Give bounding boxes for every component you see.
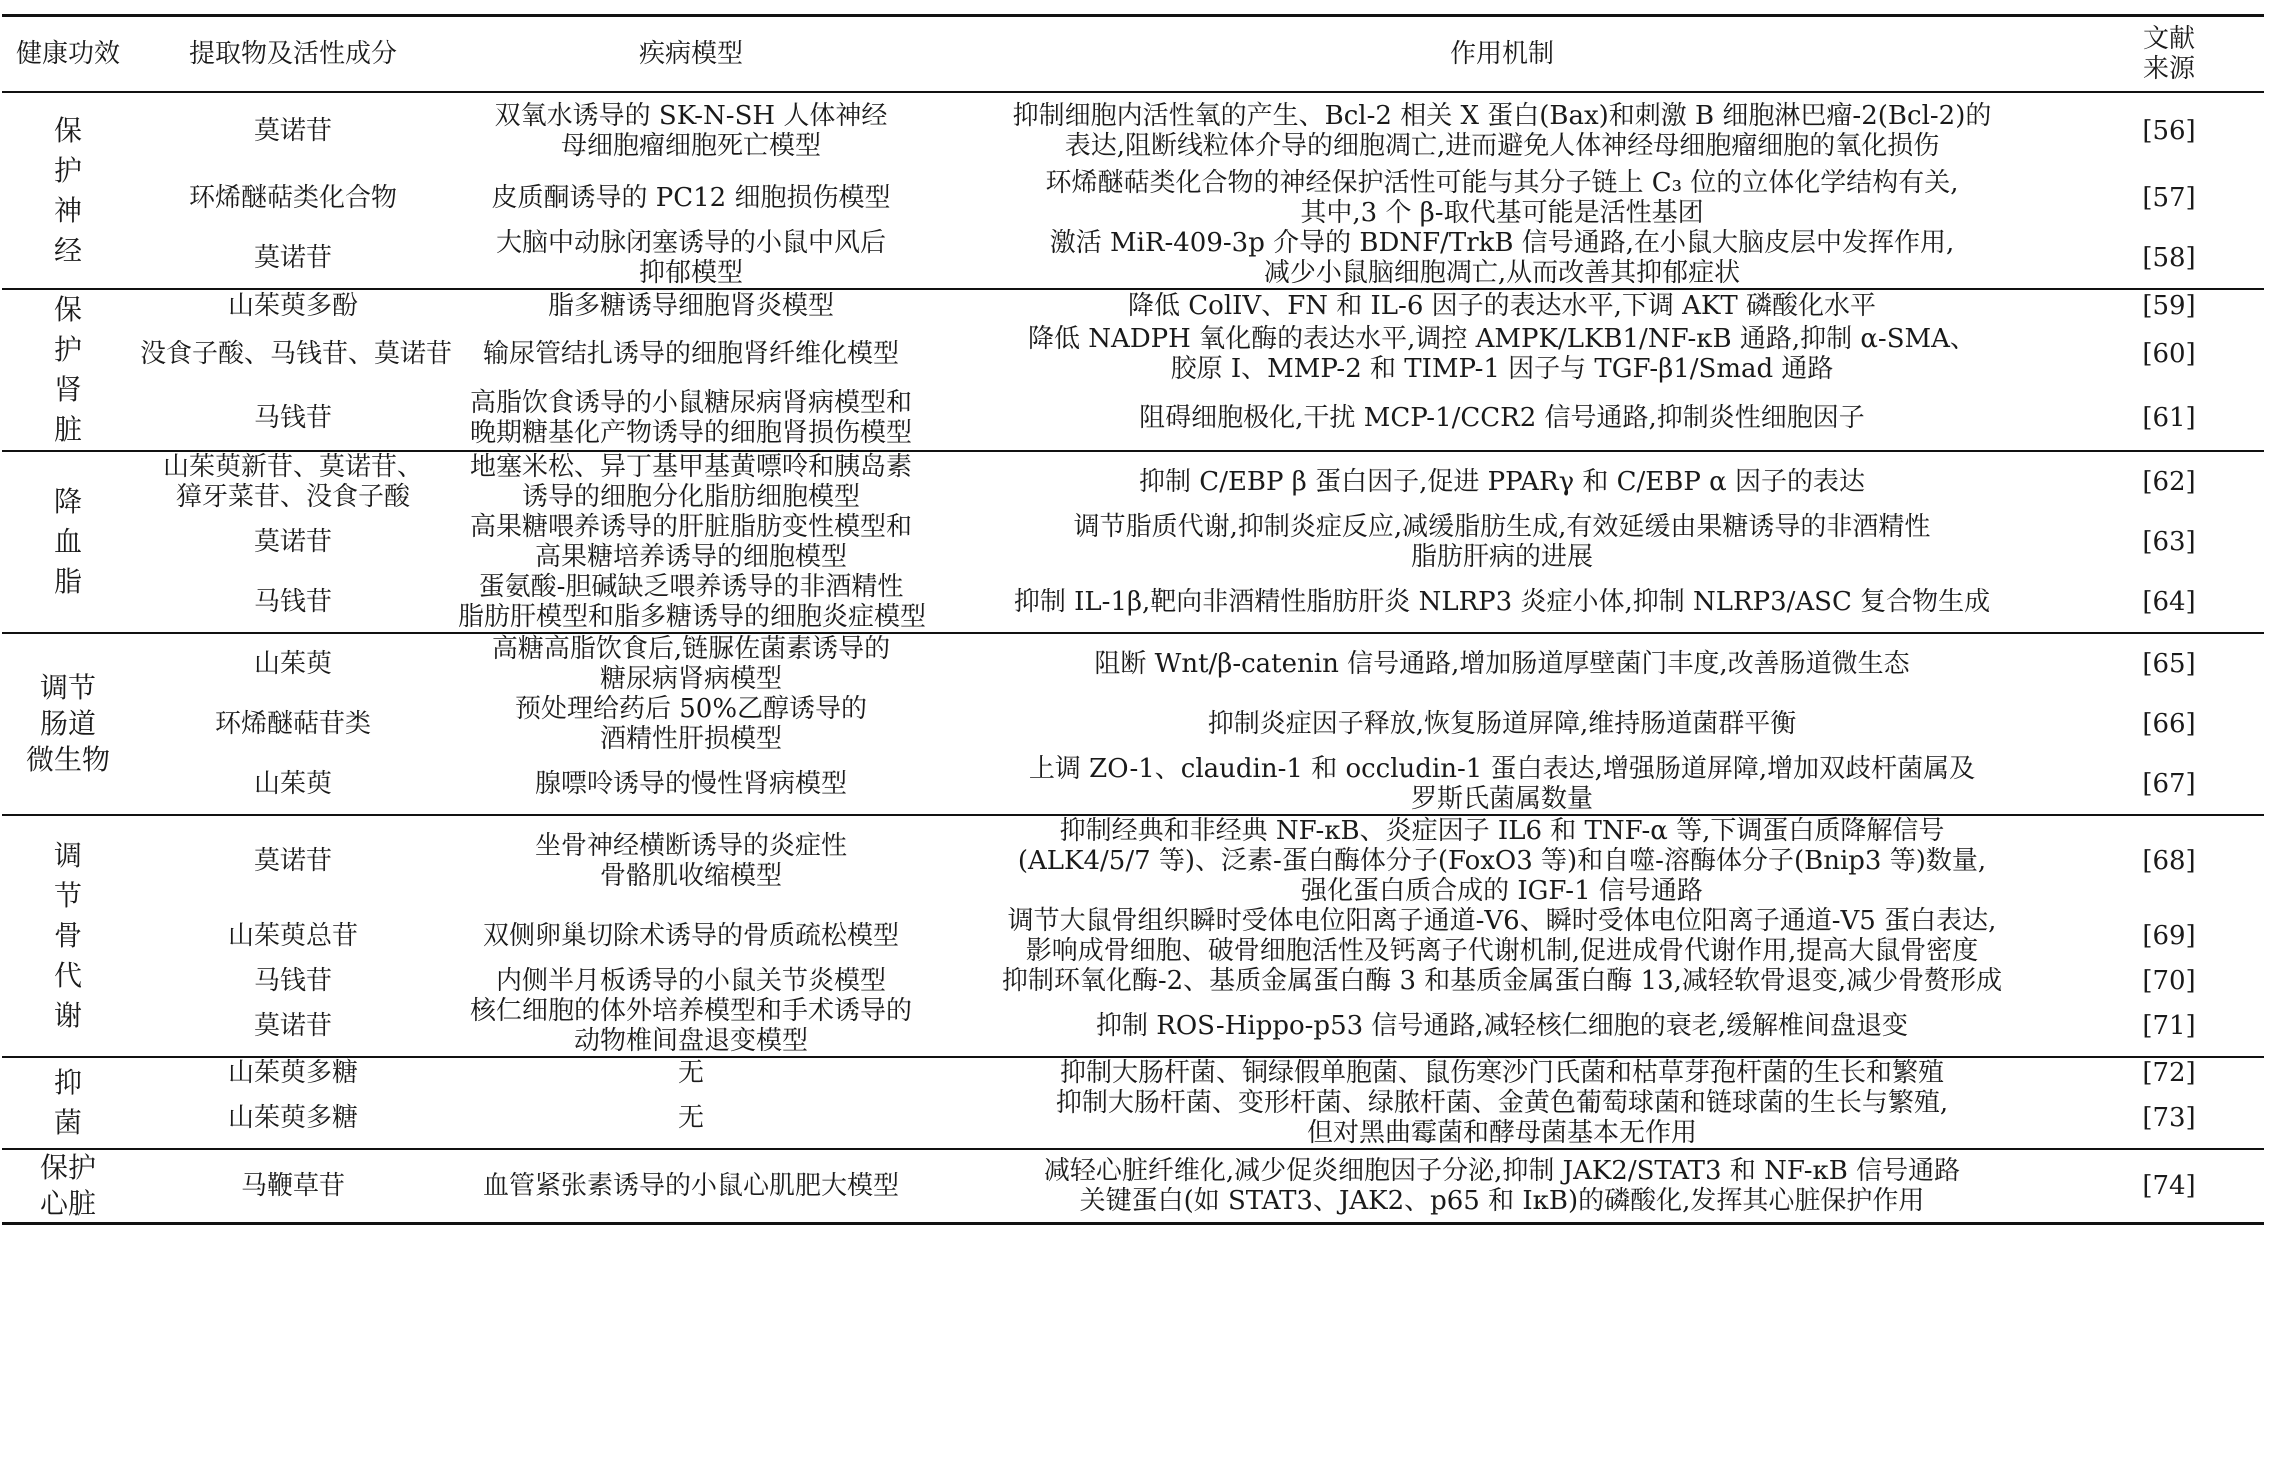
cell-reference: [57]	[2142, 183, 2196, 213]
table-row	[2, 386, 2264, 451]
cell-reference: [69]	[2142, 921, 2196, 951]
cell-reference: [73]	[2142, 1103, 2196, 1133]
disease-model-line: 核仁细胞的体外培养模型和手术诱导的	[469, 996, 912, 1026]
mechanism-line: 其中,3 个 β-取代基可能是活性基团	[1300, 198, 1704, 228]
cell-reference: [56]	[2074, 92, 2264, 168]
health-effect-line: 血	[53, 525, 82, 558]
cell-disease-model	[452, 451, 930, 512]
cell-health-effect	[2, 1149, 134, 1224]
mechanism-line: 激活 MiR-409-3p 介导的 BDNF/TrkB 信号通路,在小鼠大脑皮层中发挥作用,	[1049, 228, 1955, 258]
table-row	[2, 322, 2264, 386]
cell-disease-model	[452, 386, 930, 451]
cell-extract	[134, 815, 452, 906]
cell-extract	[134, 906, 452, 966]
mechanism-line: 罗斯氏菌属数量	[1410, 784, 1593, 814]
cell-reference: [58]	[2142, 243, 2196, 273]
health-effect-line: 护	[53, 333, 82, 366]
cell-reference: [67]	[2142, 769, 2196, 799]
mechanism-line: 影响成骨细胞、破骨细胞活性及钙离子代谢机制,促进成骨代谢作用,提高大鼠骨密度	[1025, 936, 1979, 966]
cell-extract	[134, 754, 452, 815]
mechanism-line: (ALK4/5/7 等)、泛素-蛋白酶体分子(FoxO3 等)和自噬-溶酶体分子(Bnip3 等)数量,	[1017, 846, 1987, 876]
header-reference-line2: 来源	[2142, 54, 2195, 84]
cell-mechanism	[930, 694, 2074, 754]
health-effect-line: 谢	[53, 999, 82, 1032]
cell-mechanism	[930, 451, 2074, 512]
extract-line: 莫诺苷	[253, 846, 332, 876]
header-reference-line1: 文献	[2142, 24, 2195, 54]
cell-disease-model	[452, 168, 930, 228]
health-effect-line: 保护	[39, 1151, 96, 1184]
cell-extract	[134, 1149, 452, 1224]
pharmacology-table	[2, 14, 2264, 1225]
cell-extract	[134, 1088, 452, 1149]
table-header	[2, 16, 2264, 93]
extract-line: 山茱萸	[253, 649, 332, 679]
mechanism-line: 降低 ColIV、FN 和 IL-6 因子的表达水平,下调 AKT 磷酸化水平	[1128, 291, 1876, 322]
disease-model-line: 预处理给药后 50%乙醇诱导的	[514, 694, 868, 724]
cell-reference: [71]	[2142, 1011, 2196, 1041]
health-effect-line: 微生物	[25, 743, 110, 776]
health-effect-line: 保	[53, 293, 82, 326]
cell-mechanism	[930, 322, 2074, 386]
health-effect-line: 菌	[53, 1106, 82, 1139]
cell-disease-model	[452, 289, 930, 322]
mechanism-line: 环烯醚萜类化合物的神经保护活性可能与其分子链上 C₃ 位的立体化学结构有关,	[1045, 168, 1959, 198]
mechanism-line: 表达,阻断线粒体介导的细胞凋亡,进而避免人体神经母细胞瘤细胞的氧化损伤	[1064, 130, 1940, 161]
cell-extract	[134, 289, 452, 322]
cell-disease-model	[452, 694, 930, 754]
header-model: 疾病模型	[452, 16, 930, 93]
extract-line: 獐牙菜苷、没食子酸	[175, 482, 410, 512]
health-effect-line: 脂	[53, 565, 82, 598]
disease-model-line: 高果糖喂养诱导的肝脏脂肪变性模型和	[469, 512, 912, 542]
disease-model-line: 高糖高脂饮食后,链脲佐菌素诱导的	[491, 634, 891, 664]
disease-model-line: 输尿管结扎诱导的细胞肾纤维化模型	[482, 339, 899, 369]
extract-line: 莫诺苷	[253, 243, 332, 273]
cell-disease-model	[452, 512, 930, 572]
mechanism-line: 降低 NADPH 氧化酶的表达水平,调控 AMPK/LKB1/NF-κB 通路,抑制 α-SMA、	[1028, 324, 1976, 354]
mechanism-line: 抑制 IL-1β,靶向非酒精性脂肪肝炎 NLRP3 炎症小体,抑制 NLRP3/ASC 复合物生成	[1013, 587, 1991, 617]
cell-extract	[134, 168, 452, 228]
table-row	[2, 1149, 2264, 1224]
cell-mechanism	[930, 1057, 2074, 1088]
disease-model-line: 高果糖培养诱导的细胞模型	[534, 542, 847, 572]
cell-mechanism	[930, 168, 2074, 228]
table-row	[2, 228, 2264, 289]
disease-model-line: 大脑中动脉闭塞诱导的小鼠中风后	[495, 228, 886, 258]
cell-mechanism	[930, 633, 2074, 694]
health-effect-line: 骨	[53, 919, 82, 952]
health-effect-line: 肾	[53, 373, 82, 406]
table-row	[2, 694, 2264, 754]
extract-line: 马钱苷	[253, 402, 332, 433]
cell-extract	[134, 451, 452, 512]
table-row	[2, 572, 2264, 633]
disease-model-line: 双氧水诱导的 SK-N-SH 人体神经	[494, 100, 888, 131]
cell-reference: [65]	[2074, 633, 2264, 694]
cell-disease-model	[452, 1149, 930, 1224]
health-effect-line: 节	[53, 879, 82, 912]
cell-disease-model	[452, 1057, 930, 1088]
extract-line: 马钱苷	[253, 966, 332, 996]
table-row	[2, 966, 2264, 996]
mechanism-line: 抑制 ROS-Hippo-p53 信号通路,减轻核仁细胞的衰老,缓解椎间盘退变	[1096, 1011, 1908, 1041]
extract-line: 山茱萸	[253, 769, 332, 799]
health-effect-line: 降	[53, 485, 82, 518]
extract-line: 山茱萸多糖	[227, 1058, 358, 1088]
header-extract: 提取物及活性成分	[134, 16, 452, 93]
cell-mechanism	[930, 572, 2074, 633]
table-row	[2, 168, 2264, 228]
header-mechanism: 作用机制	[930, 16, 2074, 93]
mechanism-line: 但对黑曲霉菌和酵母菌基本无作用	[1306, 1118, 1697, 1148]
cell-extract	[134, 1057, 452, 1088]
health-effect-line: 调节	[39, 671, 96, 704]
mechanism-line: 抑制经典和非经典 NF-κB、炎症因子 IL6 和 TNF-α 等,下调蛋白质降解信号	[1059, 816, 1945, 846]
mechanism-line: 抑制环氧化酶-2、基质金属蛋白酶 3 和基质金属蛋白酶 13,减轻软骨退变,减少骨赘形成	[1001, 966, 2003, 996]
table-row	[2, 906, 2264, 966]
disease-model-line: 动物椎间盘退变模型	[573, 1026, 808, 1056]
cell-reference: [59]	[2074, 289, 2264, 322]
mechanism-line: 减轻心脏纤维化,减少促炎细胞因子分泌,抑制 JAK2/STAT3 和 NF-κB 信号通路	[1043, 1156, 1961, 1186]
extract-line: 山茱萸总苷	[227, 921, 358, 951]
cell-extract	[134, 572, 452, 633]
cell-extract	[134, 633, 452, 694]
table-row	[2, 1057, 2264, 1088]
mechanism-line: 抑制大肠杆菌、铜绿假单胞菌、鼠伤寒沙门氏菌和枯草芽孢杆菌的生长和繁殖	[1059, 1058, 1944, 1088]
mechanism-line: 阻碍细胞极化,干扰 MCP-1/CCR2 信号通路,抑制炎性细胞因子	[1139, 402, 1865, 433]
extract-line: 没食子酸、马钱苷、莫诺苷	[140, 339, 452, 369]
header-reference	[2074, 16, 2264, 93]
cell-disease-model	[452, 228, 930, 289]
cell-disease-model	[452, 996, 930, 1057]
cell-extract	[134, 966, 452, 996]
cell-reference: [64]	[2142, 587, 2196, 617]
disease-model-line: 抑郁模型	[638, 258, 743, 288]
cell-extract	[134, 996, 452, 1057]
table-row	[2, 512, 2264, 572]
cell-disease-model	[452, 1088, 930, 1149]
disease-model-line: 坐骨神经横断诱导的炎症性	[534, 831, 847, 861]
disease-model-line: 母细胞瘤细胞死亡模型	[560, 130, 821, 161]
extract-line: 马钱苷	[253, 587, 332, 617]
mechanism-line: 阻断 Wnt/β-catenin 信号通路,增加肠道厚壁菌门丰度,改善肠道微生态	[1094, 649, 1910, 679]
cell-mechanism	[930, 1088, 2074, 1149]
health-effect-line: 心脏	[39, 1187, 96, 1220]
disease-model-line: 蛋氨酸-胆碱缺乏喂养诱导的非酒精性	[478, 572, 904, 602]
extract-line: 莫诺苷	[253, 115, 332, 146]
cell-extract	[134, 386, 452, 451]
disease-model-line: 晚期糖基化产物诱导的细胞肾损伤模型	[469, 417, 912, 448]
cell-mechanism	[930, 92, 2074, 168]
mechanism-line: 抑制炎症因子释放,恢复肠道屏障,维持肠道菌群平衡	[1207, 709, 1797, 739]
cell-mechanism	[930, 906, 2074, 966]
disease-model-line: 皮质酮诱导的 PC12 细胞损伤模型	[491, 183, 891, 213]
table-row	[2, 996, 2264, 1057]
mechanism-line: 关键蛋白(如 STAT3、JAK2、p65 和 IκB)的磷酸化,发挥其心脏保护作用	[1079, 1186, 1925, 1216]
mechanism-line: 抑制 C/EBP β 蛋白因子,促进 PPARγ 和 C/EBP α 因子的表达	[1139, 467, 1865, 497]
cell-health-effect	[2, 289, 134, 451]
mechanism-line: 抑制细胞内活性氧的产生、Bcl-2 相关 X 蛋白(Bax)和刺激 B 细胞淋巴瘤-2(Bcl-2)的	[1012, 100, 1992, 131]
disease-model-line: 脂肪肝模型和脂多糖诱导的细胞炎症模型	[458, 602, 927, 632]
disease-model-line: 地塞米松、异丁基甲基黄嘌呤和胰岛素	[469, 452, 912, 482]
cell-disease-model	[452, 633, 930, 694]
header-effect: 健康功效	[2, 16, 134, 93]
cell-reference: [70]	[2142, 966, 2196, 996]
disease-model-line: 双侧卵巢切除术诱导的骨质疏松模型	[482, 921, 899, 951]
cell-disease-model	[452, 322, 930, 386]
cell-disease-model	[452, 754, 930, 815]
cell-reference: [66]	[2142, 709, 2196, 739]
table-row	[2, 633, 2264, 694]
table-row	[2, 754, 2264, 815]
cell-health-effect	[2, 1057, 134, 1149]
extract-line: 莫诺苷	[253, 1011, 332, 1041]
cell-reference: [63]	[2142, 527, 2196, 557]
cell-reference: [60]	[2142, 339, 2196, 369]
cell-mechanism	[930, 754, 2074, 815]
table-row	[2, 92, 2264, 168]
cell-mechanism	[930, 1149, 2074, 1224]
cell-mechanism	[930, 996, 2074, 1057]
extract-line: 环烯醚萜类化合物	[188, 183, 397, 213]
disease-model-line: 腺嘌呤诱导的慢性肾病模型	[534, 769, 847, 799]
cell-reference: [61]	[2142, 402, 2196, 433]
cell-disease-model	[452, 966, 930, 996]
health-effect-line: 肠道	[39, 707, 96, 740]
disease-model-line: 内侧半月板诱导的小鼠关节炎模型	[495, 966, 886, 996]
mechanism-line: 调节大鼠骨组织瞬时受体电位阳离子通道-V6、瞬时受体电位阳离子通道-V5 蛋白表达,	[1007, 906, 1997, 936]
mechanism-line: 强化蛋白质合成的 IGF-1 信号通路	[1301, 876, 1703, 906]
health-effect-line: 保	[53, 113, 82, 147]
cell-extract	[134, 228, 452, 289]
disease-model-line: 血管紧张素诱导的小鼠心肌肥大模型	[482, 1171, 899, 1201]
cell-disease-model	[452, 572, 930, 633]
table-row	[2, 815, 2264, 906]
mechanism-line: 胶原 I、MMP-2 和 TIMP-1 因子与 TGF-β1/Smad 通路	[1170, 354, 1834, 384]
cell-mechanism	[930, 289, 2074, 322]
health-effect-line: 经	[53, 233, 82, 267]
cell-extract	[134, 512, 452, 572]
mechanism-line: 减少小鼠脑细胞凋亡,从而改善其抑郁症状	[1263, 258, 1741, 288]
cell-mechanism	[930, 228, 2074, 289]
disease-model-line: 无	[677, 1058, 704, 1088]
cell-health-effect	[2, 815, 134, 1057]
cell-health-effect	[2, 451, 134, 633]
cell-reference: [68]	[2074, 815, 2264, 906]
disease-model-line: 脂多糖诱导细胞肾炎模型	[547, 291, 834, 322]
extract-line: 环烯醚萜苷类	[214, 709, 371, 739]
mechanism-line: 抑制大肠杆菌、变形杆菌、绿脓杆菌、金黄色葡萄球菌和链球菌的生长与繁殖,	[1055, 1088, 1949, 1118]
disease-model-line: 高脂饮食诱导的小鼠糖尿病肾病模型和	[469, 387, 912, 418]
mechanism-line: 上调 ZO-1、claudin-1 和 occludin-1 蛋白表达,增强肠道屏障,增加双歧杆菌属及	[1028, 754, 1976, 784]
mechanism-line: 脂肪肝病的进展	[1410, 542, 1593, 572]
health-effect-line: 代	[53, 959, 82, 992]
health-effect-line: 调	[53, 839, 82, 872]
health-effect-line: 护	[53, 153, 82, 187]
cell-reference: [62]	[2074, 451, 2264, 512]
disease-model-line: 诱导的细胞分化脂肪细胞模型	[521, 482, 860, 512]
cell-extract	[134, 694, 452, 754]
table-row	[2, 451, 2264, 512]
cell-mechanism	[930, 512, 2074, 572]
health-effect-line: 抑	[53, 1066, 82, 1099]
table-body	[2, 92, 2264, 1224]
disease-model-line: 糖尿病肾病模型	[599, 664, 782, 694]
disease-model-line: 酒精性肝损模型	[599, 724, 782, 754]
disease-model-line: 无	[677, 1103, 704, 1133]
cell-mechanism	[930, 966, 2074, 996]
cell-disease-model	[452, 906, 930, 966]
cell-health-effect	[2, 92, 134, 289]
cell-reference: [72]	[2074, 1057, 2264, 1088]
table-row	[2, 1088, 2264, 1149]
cell-reference: [74]	[2074, 1149, 2264, 1224]
extract-line: 山茱萸新苷、莫诺苷、	[162, 452, 423, 482]
mechanism-line: 调节脂质代谢,抑制炎症反应,减缓脂肪生成,有效延缓由果糖诱导的非酒精性	[1073, 512, 1931, 542]
table-row	[2, 289, 2264, 322]
cell-health-effect	[2, 633, 134, 815]
cell-extract	[134, 322, 452, 386]
extract-line: 马鞭草苷	[240, 1171, 345, 1201]
extract-line: 山茱萸多酚	[227, 291, 358, 322]
health-effect-line: 神	[53, 193, 82, 227]
health-effect-line: 脏	[53, 413, 82, 446]
cell-disease-model	[452, 815, 930, 906]
cell-disease-model	[452, 92, 930, 168]
extract-line: 莫诺苷	[253, 527, 332, 557]
cell-mechanism	[930, 815, 2074, 906]
cell-extract	[134, 92, 452, 168]
extract-line: 山茱萸多糖	[227, 1103, 358, 1133]
disease-model-line: 骨骼肌收缩模型	[599, 861, 782, 891]
cell-mechanism	[930, 386, 2074, 451]
